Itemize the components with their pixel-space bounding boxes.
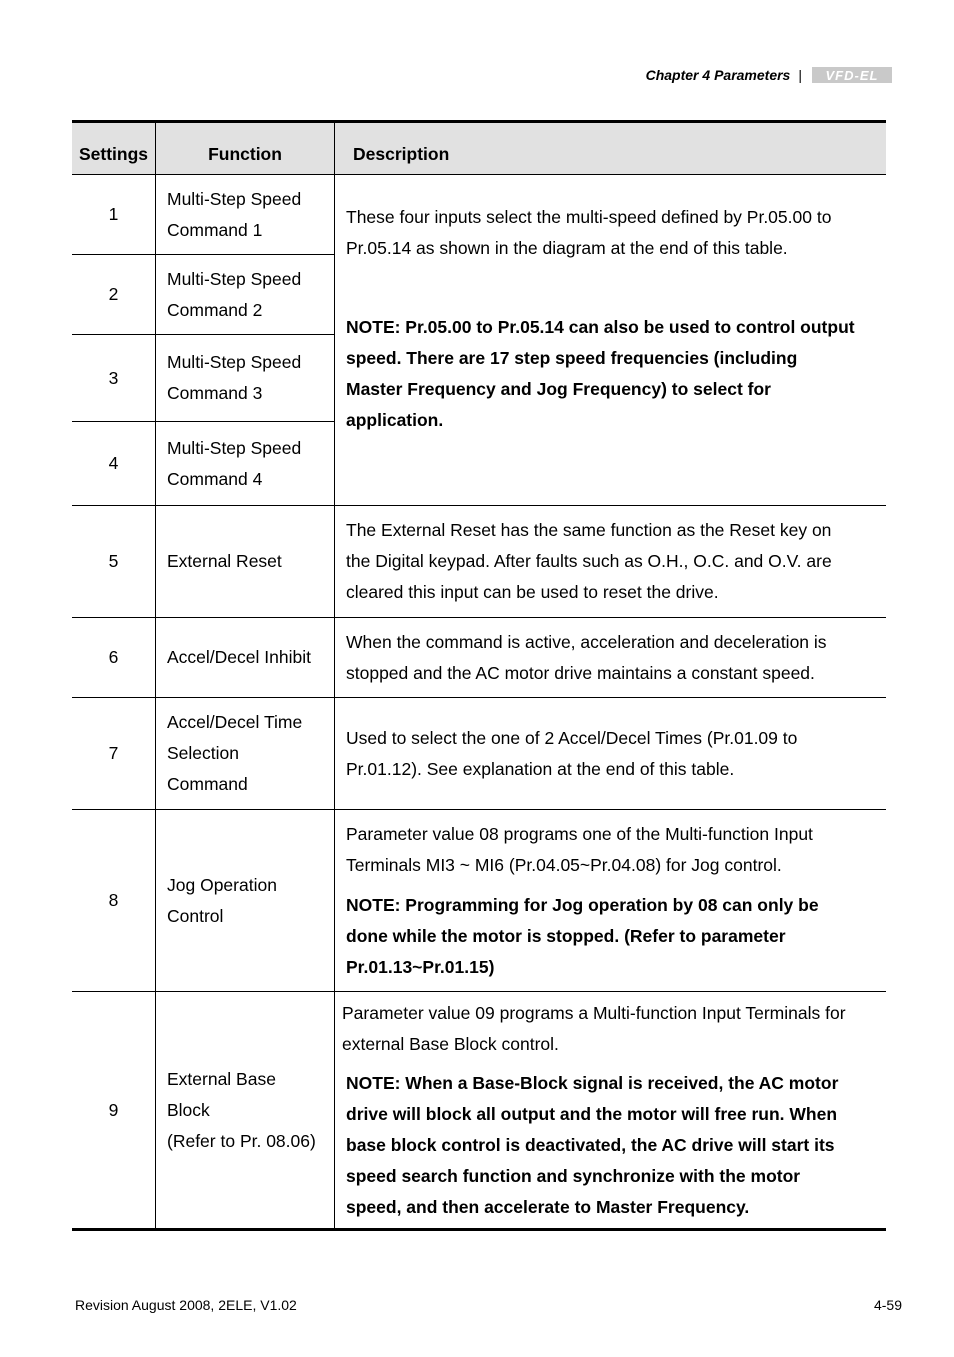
note-line: NOTE: When a Base-Block signal is received, the AC motor: [346, 1072, 839, 1093]
note-line: NOTE: Pr.05.00 to Pr.05.14 can also be used to control output: [346, 317, 855, 337]
desc-line: the Digital keypad. After faults such as O.H., O.C. and O.V. are: [346, 551, 832, 571]
footer-revision: Revision August 2008, 2ELE, V1.02: [75, 1297, 297, 1313]
note-line: speed search function and synchronize with the motor: [346, 1165, 801, 1186]
footer-page-number: 4-59: [873, 1297, 902, 1313]
function-line: Control: [167, 905, 224, 926]
description-cell: [335, 992, 887, 1230]
header-description: Description: [335, 122, 887, 175]
setting-cell: 4: [72, 422, 156, 506]
function-line: Selection: [167, 743, 239, 763]
note-line: Pr.01.13~Pr.01.15): [346, 956, 495, 977]
header-separator: |: [798, 67, 802, 83]
description-cell: [335, 175, 887, 506]
setting-cell: 2: [72, 255, 156, 335]
function-line: Accel/Decel Time: [167, 712, 303, 732]
vfd-el-logo: VFD-EL: [812, 67, 892, 83]
setting-cell: 5: [72, 506, 156, 618]
page-header: [646, 67, 892, 83]
function-line: Command 3: [167, 383, 263, 403]
description-cell: [335, 506, 887, 618]
function-cell: [156, 175, 335, 255]
function-cell: [156, 335, 335, 422]
setting-cell: 7: [72, 698, 156, 810]
function-cell: [156, 810, 335, 992]
note-line: done while the motor is stopped. (Refer to parameter: [346, 925, 786, 946]
function-cell: [156, 422, 335, 506]
description-cell: [335, 698, 887, 810]
function-line: Command 2: [167, 299, 263, 320]
function-line: Block: [167, 1099, 210, 1120]
desc-line: Pr.01.12). See explanation at the end of this table.: [346, 758, 735, 779]
function-line: Multi-Step Speed: [167, 437, 302, 458]
function-line: External Reset: [167, 551, 282, 571]
desc-line: Parameter value 08 programs one of the Multi-function Input: [346, 823, 813, 844]
function-cell: [156, 618, 335, 698]
setting-cell: 6: [72, 618, 156, 698]
desc-line: stopped and the AC motor drive maintains a constant speed.: [346, 662, 815, 683]
note-line: speed. There are 17 step speed frequencies (including: [346, 348, 798, 368]
note-line: speed, and then accelerate to Master Frequency.: [346, 1196, 750, 1217]
function-cell: [156, 506, 335, 618]
function-line: Multi-Step Speed: [167, 188, 302, 209]
note-line: Master Frequency and Jog Frequency) to select for: [346, 379, 771, 399]
header-function: Function: [156, 122, 335, 175]
chapter-title: Chapter 4 Parameters: [645, 67, 791, 83]
desc-line: These four inputs select the multi-speed defined by Pr.05.00 to: [346, 207, 832, 227]
desc-line: Used to select the one of 2 Accel/Decel Times (Pr.01.09 to: [346, 727, 798, 748]
setting-cell: 1: [72, 175, 156, 255]
desc-line: Pr.05.14 as shown in the diagram at the end of this table.: [346, 238, 788, 258]
note-line: base block control is deactivated, the AC drive will start its: [346, 1134, 835, 1155]
setting-cell: 3: [72, 335, 156, 422]
function-line: External Base: [167, 1068, 276, 1089]
description-cell: [335, 618, 887, 698]
setting-cell: 8: [72, 810, 156, 992]
function-line: (Refer to Pr. 08.06): [167, 1130, 316, 1151]
function-line: Jog Operation: [167, 874, 277, 895]
function-line: Accel/Decel Inhibit: [167, 647, 311, 667]
note-line: application.: [346, 410, 444, 430]
description-cell: [335, 810, 887, 992]
desc-line: external Base Block control.: [342, 1033, 559, 1054]
desc-line: The External Reset has the same function as the Reset key on: [346, 520, 832, 540]
table-row: [72, 175, 886, 255]
table-row: [72, 810, 886, 992]
desc-line: Terminals MI3 ~ MI6 (Pr.04.05~Pr.04.08) for Jog control.: [346, 854, 782, 875]
table-row: [72, 506, 886, 618]
header-settings: Settings: [72, 122, 156, 175]
function-line: Command 1: [167, 219, 263, 240]
function-line: Multi-Step Speed: [167, 268, 302, 289]
desc-line: Parameter value 09 programs a Multi-function Input Terminals for: [342, 1002, 846, 1023]
function-line: Multi-Step Speed: [167, 352, 302, 372]
table-header-row: [72, 122, 886, 175]
function-line: Command: [167, 774, 248, 794]
table-row: [72, 618, 886, 698]
function-cell: [156, 992, 335, 1230]
settings-table: [72, 120, 886, 1231]
note-line: NOTE: Programming for Jog operation by 08 can only be: [346, 894, 819, 915]
table-row: [72, 698, 886, 810]
desc-line: When the command is active, acceleration and deceleration is: [346, 631, 827, 652]
function-line: Command 4: [167, 468, 263, 489]
table-row: [72, 992, 886, 1230]
function-cell: [156, 698, 335, 810]
desc-line: cleared this input can be used to reset the drive.: [346, 582, 719, 602]
function-cell: [156, 255, 335, 335]
note-line: drive will block all output and the motor will free run. When: [346, 1103, 838, 1124]
setting-cell: 9: [72, 992, 156, 1230]
